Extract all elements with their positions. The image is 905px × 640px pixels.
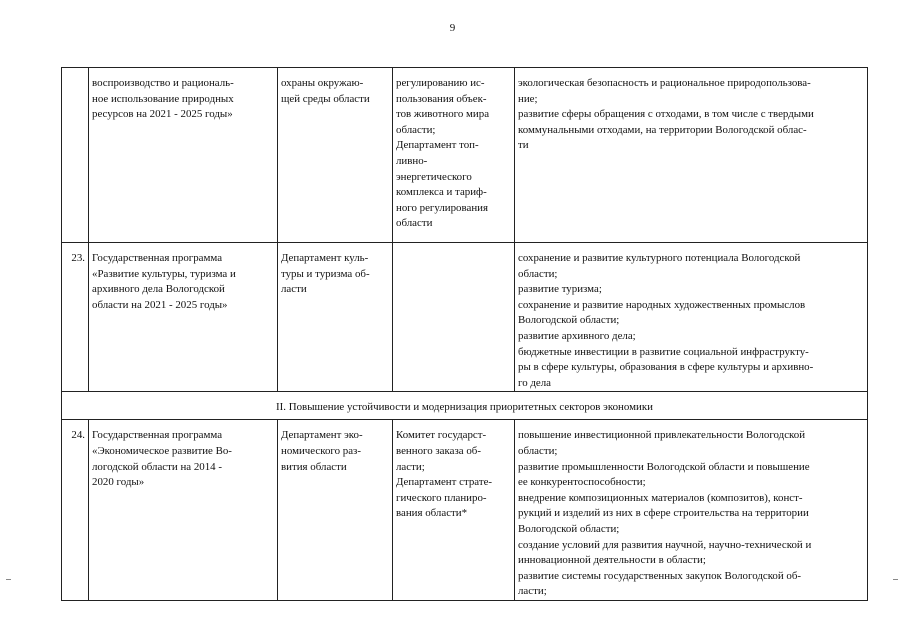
responsible-line: ласти — [281, 283, 307, 296]
goals-line: создание условий для развития научной, научно-технической и — [518, 538, 812, 551]
coexecutors-line: Департамент страте- — [396, 476, 493, 489]
table-row — [62, 243, 868, 392]
row-number-cell — [62, 243, 89, 392]
coexecutors-cell — [393, 420, 515, 601]
goals-line: развитие системы государственных закупок Вологодской об- — [518, 569, 802, 582]
goals-line: бюджетные инвестиции в развитие социальной инфраструкту- — [518, 345, 809, 358]
coexecutors-line: ливно- — [396, 154, 428, 167]
goals-line: области; — [518, 267, 558, 280]
page-number: 9 — [449, 22, 456, 34]
goals-line: рукций и изделий из них в сфере строительства на территории — [518, 507, 809, 520]
program-cell — [89, 243, 278, 392]
program-line: «Экономическое развитие Во- — [92, 444, 232, 457]
program-line: «Развитие культуры, туризма и — [92, 267, 236, 280]
goals-line: ти — [518, 139, 529, 152]
responsible-line: охраны окружаю- — [281, 77, 364, 89]
row-number: 23. — [71, 252, 85, 264]
program-cell — [89, 420, 278, 601]
program-line: Государственная программа — [92, 429, 223, 442]
coexecutors-line: пользования объек- — [396, 92, 487, 105]
table-row — [62, 420, 868, 601]
coexecutors-line: ного регулирования — [396, 201, 489, 214]
program-line: ресурсов на 2021 - 2025 годы» — [92, 108, 233, 121]
goals-line: экологическая безопасность и рациональное природопользова- — [518, 77, 811, 89]
responsible-line: туры и туризма об- — [281, 267, 370, 280]
goals-line: развитие промышленности Вологодской области и повышение — [518, 460, 810, 473]
responsible-line: вития области — [281, 460, 347, 473]
section-row — [62, 392, 868, 420]
goals-line: инновационной деятельности в области; — [518, 554, 706, 567]
program-cell — [89, 68, 278, 243]
row-number: 24. — [71, 429, 85, 442]
goals-cell — [515, 243, 868, 392]
program-line: 2020 годы» — [92, 476, 145, 489]
coexecutors-cell — [393, 68, 515, 243]
coexecutors-line: регулированию ис- — [396, 77, 485, 89]
program-line: воспроизводство и рациональ- — [92, 77, 234, 89]
goals-line: ры в сфере культуры, образования в сфере культуры и архивно- — [518, 361, 814, 374]
program-line: Государственная программа — [92, 252, 223, 264]
goals-line: области; — [518, 444, 558, 457]
goals-line: повышение инвестиционной привлекательности Вологодской — [518, 429, 806, 442]
responsible-line: номического раз- — [281, 444, 361, 457]
goals-line: го дела — [518, 376, 552, 389]
responsible-cell — [278, 420, 393, 601]
goals-line: развитие туризма; — [518, 283, 602, 296]
responsible-line: Департамент куль- — [281, 252, 369, 264]
goals-line: развитие архивного дела; — [518, 329, 636, 342]
goals-line: коммунальными отходами, на территории Вологодской облас- — [518, 123, 807, 136]
responsible-cell — [278, 243, 393, 392]
responsible-line: Департамент эко- — [281, 429, 363, 442]
coexecutors-line: комплекса и тариф- — [396, 186, 487, 199]
coexecutors-line: венного заказа об- — [396, 444, 481, 457]
coexecutors-line: области; — [396, 123, 436, 136]
goals-line: ние; — [518, 92, 538, 105]
coexecutors-line: вания области* — [396, 507, 468, 520]
coexecutors-cell — [393, 243, 515, 392]
scan-mark-right — [893, 579, 898, 580]
scan-mark-left — [6, 579, 11, 580]
goals-cell — [515, 68, 868, 243]
goals-line: Вологодской области; — [518, 314, 620, 327]
program-table — [61, 67, 868, 601]
goals-line: внедрение композиционных материалов (композитов), конст- — [518, 491, 803, 504]
program-line: ное использование природных — [92, 92, 234, 105]
program-line: области на 2021 - 2025 годы» — [92, 298, 228, 311]
section-heading: II. Повышение устойчивости и модернизация приоритетных секторов экономики — [62, 392, 868, 420]
coexecutors-line: энергетического — [396, 170, 472, 183]
goals-line: развитие сферы обращения с отходами, в том числе с твердыми — [518, 108, 814, 121]
goals-line: ее конкурентоспособности; — [518, 476, 646, 489]
goals-line: ласти; — [518, 585, 547, 598]
row-number-cell — [62, 68, 89, 243]
responsible-line: щей среды области — [281, 92, 370, 105]
goals-cell — [515, 420, 868, 601]
coexecutors-line: ласти; — [396, 460, 425, 473]
coexecutors-line: области — [396, 217, 433, 230]
program-line: архивного дела Вологодской — [92, 283, 225, 296]
coexecutors-line: тов животного мира — [396, 108, 490, 121]
goals-line: Вологодской области; — [518, 522, 620, 535]
responsible-cell — [278, 68, 393, 243]
row-number-cell — [62, 420, 89, 601]
program-line: логодской области на 2014 - — [92, 460, 222, 473]
coexecutors-line: гического планиро- — [396, 491, 487, 504]
table-row — [62, 68, 868, 243]
goals-line: сохранение и развитие культурного потенциала Вологодской — [518, 252, 801, 264]
coexecutors-line: Департамент топ- — [396, 139, 479, 152]
goals-line: сохранение и развитие народных художественных промыслов — [518, 298, 806, 311]
coexecutors-line: Комитет государст- — [396, 429, 487, 442]
